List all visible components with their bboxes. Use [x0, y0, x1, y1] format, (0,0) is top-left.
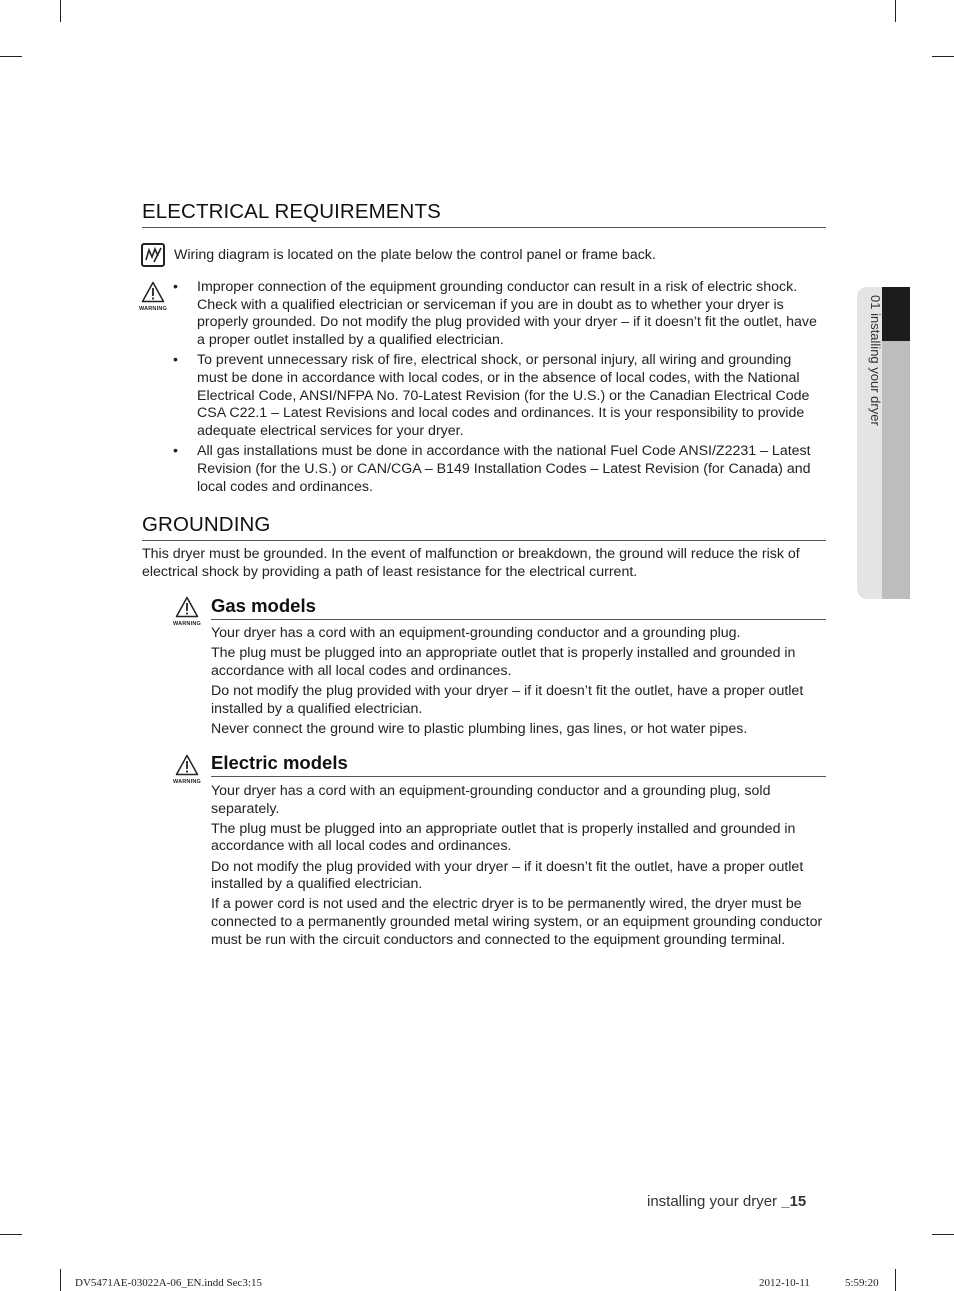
crop-mark: [932, 1234, 954, 1235]
paragraph: Your dryer has a cord with an equipment-grounding conductor and a grounding plug.: [211, 625, 741, 641]
list-item: • To prevent unnecessary risk of fire, electrical shock, or personal injury, all wiring and grounding must be done in accordance with local codes, or in the absence of local codes, with the National Electrical Code, ANSI/NFPA No. 70-Latest Revision (for the U.S.) or the Canadian Electrical Code CSA C22.1 – Latest Revisions and local codes and ordinances. It is your responsibility to provide adequate electrical services for your dryer.: [173, 352, 810, 439]
crop-mark: [895, 1269, 896, 1291]
list-item-text: To prevent unnecessary risk of fire, electrical shock, or personal injury, all wiring and grounding must be done in accordance with local codes, or in the absence of local codes, with the National Electrical Code, ANSI/NFPA No. 70-Latest Revision (for the U.S.) or the Canadian Electrical Code CSA C22.1 – Latest Revisions and local codes and ordinances. It is your responsibility to provide adequate electrical services for your dryer.: [197, 352, 810, 439]
crop-mark: [60, 1269, 61, 1291]
crop-mark: [895, 0, 896, 22]
side-tab-label: 01 installing your dryer: [868, 295, 883, 426]
warning-icon: [169, 596, 205, 630]
page-number: _15: [781, 1193, 807, 1210]
gas-models-heading: Gas models: [211, 595, 826, 620]
slug-file: DV5471AE-03022A-06_EN.indd Sec3:15: [75, 1277, 262, 1289]
slug-time: 5:59:20: [845, 1277, 879, 1289]
electrical-requirements-heading: ELECTRICAL REQUIREMENTS: [142, 200, 826, 228]
electric-models-heading: Electric models: [211, 752, 826, 777]
note-icon: [141, 243, 165, 267]
gas-models-text: [211, 625, 823, 741]
crop-mark: [60, 0, 61, 22]
grounding-intro: This dryer must be grounded. In the event of malfunction or breakdown, the ground will reduce the risk of electrical shock by providing a path of least resistance for the electrical current.: [142, 546, 800, 580]
warning-label: WARNING: [139, 306, 167, 312]
side-tab-gray-block: [882, 341, 910, 599]
list-item: • All gas installations must be done in accordance with the national Fuel Code ANSI/Z2231 – Latest Revision (for the U.S.) or CAN/CGA – B149 Installation Codes – Latest Revision (for Canada) and local codes and ordinances.: [173, 443, 811, 495]
crop-mark: [0, 56, 22, 57]
paragraph: Never connect the ground wire to plastic plumbing lines, gas lines, or hot water pipes.: [211, 720, 748, 737]
electrical-warning-list: [173, 279, 823, 499]
warning-icon: [135, 281, 171, 315]
warning-icon: [169, 754, 205, 788]
page-footer: [647, 1193, 806, 1210]
warning-label: WARNING: [173, 779, 201, 785]
paragraph: The plug must be plugged into an appropriate outlet that is properly installed and grounded in accordance with all local codes and ordinances.: [211, 820, 796, 855]
list-item-text: All gas installations must be done in accordance with the national Fuel Code ANSI/Z2231 – Latest Revision (for the U.S.) or CAN/CGA – B149 Installation Codes – Latest Revision (for Canada) and local codes and ordinances.: [197, 443, 811, 495]
chapter-side-tab: [857, 287, 910, 599]
paragraph: Do not modify the plug provided with your dryer – if it doesn’t fit the outlet, have a proper outlet installed by a qualified electrician.: [211, 682, 804, 717]
paragraph: Your dryer has a cord with an equipment-grounding conductor and a grounding plug, sold separately.: [211, 783, 771, 817]
grounding-heading: GROUNDING: [142, 513, 826, 541]
list-item: • Improper connection of the equipment grounding conductor can result in a risk of electric shock. Check with a qualified electrician or serviceman if you are in doubt as to whether your dryer is properly grounded. Do not modify the plug provided with your dryer – if it doesn’t fit the outlet, have a proper outlet installed by a qualified electrician.: [173, 279, 817, 348]
paragraph: Do not modify the plug provided with your dryer – if it doesn’t fit the outlet, have a proper outlet installed by a qualified electrician.: [211, 858, 804, 893]
wiring-diagram-note: Wiring diagram is located on the plate below the control panel or frame back.: [174, 247, 656, 263]
crop-mark: [0, 1234, 22, 1235]
paragraph: The plug must be plugged into an appropriate outlet that is properly installed and grounded in accordance with all local codes and ordinances.: [211, 645, 796, 679]
paragraph: If a power cord is not used and the electric dryer is to be permanently wired, the dryer must be connected to a permanently grounded metal wiring system, or an equipment grounding conductor must be run with the circuit conductors and connected to the equipment grounding terminal.: [211, 896, 823, 948]
slug-date: 2012-10-11: [759, 1277, 810, 1289]
crop-mark: [932, 56, 954, 57]
side-tab-dark-block: [882, 287, 910, 341]
list-item-text: Improper connection of the equipment grounding conductor can result in a risk of electric shock. Check with a qualified electrician or serviceman if you are in doubt as to whether your dryer is properly grounded. Do not modify the plug provided with your dryer – if it doesn’t fit the outlet, have a proper outlet installed by a qualified electrician.: [197, 279, 817, 348]
electric-models-text: [211, 783, 823, 952]
warning-label: WARNING: [173, 621, 201, 627]
footer-section: installing your dryer: [647, 1193, 778, 1210]
